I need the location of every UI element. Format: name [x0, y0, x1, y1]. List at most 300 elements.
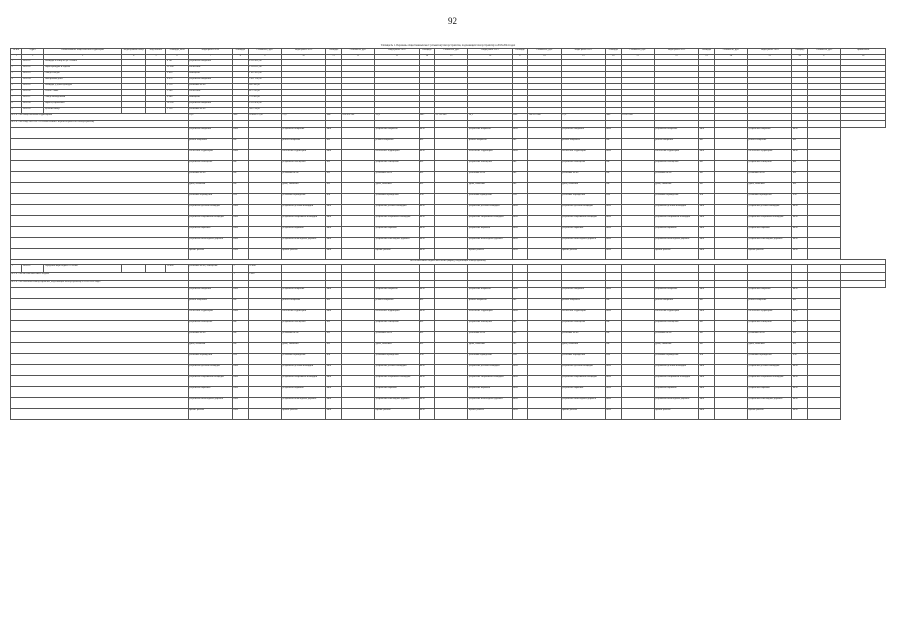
empty-cell — [11, 309, 189, 320]
work-type-name: озеленение территории — [654, 149, 698, 160]
work-type-name: устройство парковок — [654, 386, 698, 397]
section-title: Места массового отдыха населения (парки), подлежащие благоустройству — [11, 259, 886, 264]
work-type-name: устройство парковок — [748, 226, 792, 237]
work-value — [435, 364, 468, 375]
empty-cell — [561, 264, 605, 272]
work-type-name: озеленение территории — [281, 149, 325, 160]
work-value — [807, 364, 840, 375]
column-header: Адрес — [22, 49, 44, 55]
empty-cell — [326, 120, 342, 127]
column-number: 23 — [699, 55, 715, 60]
work-value — [435, 226, 468, 237]
cost-cell: 2 134 567,00 — [248, 65, 281, 71]
column-number: 10 — [281, 55, 325, 60]
object-name: Парк Культуры и отдыха — [44, 65, 122, 71]
work-type: озеленение — [188, 65, 232, 71]
note-label: ИТОГО по ВИДАМ РАБОТ в соответствии с перечнем работ по благоустройству — [11, 120, 189, 127]
work-value — [621, 386, 654, 397]
work-value — [528, 248, 561, 259]
empty-cell — [11, 138, 189, 149]
empty-cell — [807, 120, 840, 127]
work-value — [435, 331, 468, 342]
work-unit: кв.м — [512, 215, 528, 226]
empty-cell — [841, 120, 886, 127]
empty-cell — [841, 280, 886, 287]
work-type-name: устройство покрытия — [281, 127, 325, 138]
work-unit: кв.м — [233, 204, 249, 215]
work-unit: п.м — [792, 193, 808, 204]
column-number: 6 — [166, 55, 188, 60]
total-row — [11, 113, 886, 120]
work-value — [807, 287, 840, 298]
work-type-name: ремонт покрытия — [188, 138, 232, 149]
work-type-name: прочие работы — [561, 408, 605, 419]
work-type-name: озеленение территории — [468, 309, 512, 320]
work-unit: кв.м — [605, 386, 621, 397]
object-code: 18-0109 — [22, 107, 44, 113]
row-number: 4 — [11, 77, 22, 83]
empty-cell — [807, 280, 840, 287]
work-unit: кв.м — [233, 408, 249, 419]
work-type-name: устройство детской площадки — [281, 204, 325, 215]
work-type-name: прочие работы — [375, 408, 419, 419]
subtotal-row — [11, 272, 886, 280]
work-unit: шт. — [605, 320, 621, 331]
total-value: тыс. — [605, 113, 621, 120]
column-header: Виды работ 2020 — [375, 49, 419, 55]
empty-cell — [11, 171, 189, 182]
object-area: 12 500 — [166, 65, 188, 71]
object-name: Набережная реки — [44, 77, 122, 83]
work-type-name: прочие работы — [468, 408, 512, 419]
column-header: Виды работ 2018 — [188, 49, 232, 55]
work-type-name: урны, скамейки — [748, 182, 792, 193]
work-type-name: прочие работы — [188, 408, 232, 419]
row-number: 2 — [11, 65, 22, 71]
work-unit: шт. — [233, 160, 249, 171]
empty-cell — [792, 272, 808, 280]
work-unit: кв.м — [699, 397, 715, 408]
work-type-name: ремонт покрытия — [654, 298, 698, 309]
column-header: Вид объекта — [146, 49, 166, 55]
work-unit: шт. — [419, 320, 435, 331]
work-value — [248, 215, 281, 226]
empty-cell — [605, 272, 621, 280]
object-code: 18-0102 — [22, 65, 44, 71]
work-type-name: устройство парковок — [468, 386, 512, 397]
work-value — [248, 149, 281, 160]
work-value — [807, 408, 840, 419]
work-unit: шт. — [512, 160, 528, 171]
work-unit: кв.м — [792, 287, 808, 298]
work-type-name: устройство освещения — [188, 320, 232, 331]
work-type-block-row — [11, 193, 886, 204]
column-header: Площадь — [605, 49, 621, 55]
work-unit: шт. — [419, 342, 435, 353]
work-value — [341, 127, 374, 138]
column-header: Площадь — [792, 49, 808, 55]
total-value: тыс. — [419, 113, 435, 120]
empty-cell — [621, 272, 654, 280]
work-value — [435, 287, 468, 298]
work-type-name: озеленение территории — [188, 149, 232, 160]
work-unit: шт. — [699, 160, 715, 171]
work-unit: кв.м — [419, 364, 435, 375]
empty-cell — [375, 264, 419, 272]
column-number: 27 — [807, 55, 840, 60]
work-value — [341, 298, 374, 309]
empty-cell — [468, 280, 512, 287]
work-unit: кв.м — [326, 237, 342, 248]
work-unit: шт. — [605, 182, 621, 193]
work-type-name: устройство освещения — [188, 160, 232, 171]
work-type-block-row — [11, 237, 886, 248]
work-value — [714, 149, 747, 160]
work-unit: кв.м — [792, 237, 808, 248]
work-value — [807, 237, 840, 248]
work-type-name: озеленение территории — [748, 309, 792, 320]
work-value — [714, 386, 747, 397]
column-header: № п/п — [11, 49, 22, 55]
empty-cell — [11, 331, 189, 342]
row-number: 1 — [11, 264, 22, 272]
work-value — [341, 182, 374, 193]
work-type-name: устройство спортивной площадки — [748, 375, 792, 386]
object-area: 1 150 — [166, 107, 188, 113]
work-type-name: устройство спортивной площадки — [281, 215, 325, 226]
work-value — [807, 204, 840, 215]
empty-cell — [621, 280, 654, 287]
work-value — [248, 138, 281, 149]
work-value — [248, 287, 281, 298]
work-unit: кв.м — [699, 309, 715, 320]
work-value — [435, 320, 468, 331]
empty-cell — [375, 120, 419, 127]
work-value — [621, 309, 654, 320]
work-value — [341, 287, 374, 298]
work-unit: кв.м — [699, 287, 715, 298]
work-value — [714, 397, 747, 408]
empty-cell — [11, 237, 189, 248]
total-value: 24,6 — [188, 113, 232, 120]
empty-cell — [11, 204, 189, 215]
work-value — [621, 364, 654, 375]
work-unit: шт. — [326, 342, 342, 353]
work-unit: кв.м — [605, 248, 621, 259]
work-type-name: озеленение территории — [281, 309, 325, 320]
work-unit: кв.м — [512, 364, 528, 375]
work-unit: п.м — [792, 353, 808, 364]
work-unit: кв.м — [419, 204, 435, 215]
work-unit: шт. — [326, 182, 342, 193]
work-type-name: установка МАФ — [561, 171, 605, 182]
work-type-name: установка ограждений — [654, 193, 698, 204]
work-unit: шт. — [512, 182, 528, 193]
work-unit: шт. — [419, 298, 435, 309]
work-unit: кв.м — [512, 248, 528, 259]
work-value — [248, 193, 281, 204]
empty-cell — [528, 280, 561, 287]
work-type-name: устройство пешеходных дорожек — [188, 237, 232, 248]
work-value — [341, 248, 374, 259]
empty-cell — [326, 264, 342, 272]
total-value: 24,5 — [468, 113, 512, 120]
work-unit: шт. — [326, 138, 342, 149]
work-value — [621, 160, 654, 171]
work-value — [248, 160, 281, 171]
object-code: 18-0104 — [22, 77, 44, 83]
work-type-name: установка МАФ — [468, 331, 512, 342]
work-type-name: озеленение территории — [188, 309, 232, 320]
empty-cell — [188, 120, 232, 127]
empty-cell — [605, 120, 621, 127]
work-unit: кв.м — [605, 397, 621, 408]
work-type-block-row — [11, 160, 886, 171]
work-value — [341, 226, 374, 237]
work-value — [528, 127, 561, 138]
work-unit: кв.м — [233, 386, 249, 397]
cost-cell: 389 214,00 — [248, 107, 281, 113]
work-unit: шт. — [419, 138, 435, 149]
object-area: 2 980 — [166, 95, 188, 101]
work-unit: п.м — [326, 193, 342, 204]
work-unit: п.м — [419, 193, 435, 204]
work-value — [435, 408, 468, 419]
work-type-name: устройство покрытия — [375, 127, 419, 138]
column-header: Площадь — [419, 49, 435, 55]
work-unit: кв.м — [233, 287, 249, 298]
work-value — [248, 364, 281, 375]
work-unit: шт. — [512, 320, 528, 331]
work-unit: кв.м — [233, 364, 249, 375]
work-type-name: устройство пешеходных дорожек — [468, 397, 512, 408]
cost-cell: 32 400 — [248, 264, 281, 272]
work-unit: кв.м — [419, 215, 435, 226]
work-type-name: урны, скамейки — [561, 342, 605, 353]
work-type-name: устройство детской площадки — [375, 204, 419, 215]
empty-cell — [435, 120, 468, 127]
empty-cell — [419, 264, 435, 272]
work-unit: шт. — [792, 342, 808, 353]
work-type-name: установка МАФ — [468, 171, 512, 182]
column-number: 8 — [233, 55, 249, 60]
work-type-block-2-row — [11, 320, 886, 331]
work-type-name: ремонт покрытия — [468, 298, 512, 309]
work-value — [341, 342, 374, 353]
total-value: 22,8 — [375, 113, 419, 120]
total-value: 268 459 900 — [341, 113, 374, 120]
work-type-name: прочие работы — [468, 248, 512, 259]
work-type-name: устройство спортивной площадки — [748, 215, 792, 226]
work-value — [248, 375, 281, 386]
work-value — [528, 298, 561, 309]
column-header: Виды работ 2024 — [748, 49, 792, 55]
work-value — [435, 215, 468, 226]
empty-cell — [419, 120, 435, 127]
empty-cell — [654, 120, 698, 127]
work-unit: кв.м — [326, 309, 342, 320]
work-value — [714, 287, 747, 298]
work-unit: кв.м — [699, 226, 715, 237]
work-unit: кв.м — [419, 386, 435, 397]
work-value — [528, 215, 561, 226]
work-value — [528, 320, 561, 331]
work-unit: кв.м — [605, 215, 621, 226]
work-type-name: установка ограждений — [281, 353, 325, 364]
empty-cell — [748, 272, 792, 280]
empty-cell — [11, 397, 189, 408]
work-value — [807, 353, 840, 364]
empty-cell — [528, 264, 561, 272]
work-unit: кв.м — [605, 408, 621, 419]
column-number: 7 — [188, 55, 232, 60]
work-unit: кв.м — [419, 309, 435, 320]
work-value — [435, 193, 468, 204]
work-unit: шт. — [512, 331, 528, 342]
work-type-block-2-row — [11, 386, 886, 397]
work-type-name: урны, скамейки — [468, 342, 512, 353]
total-value: 104 229 000 — [528, 113, 561, 120]
work-type-name: устройство детской площадки — [748, 204, 792, 215]
total-value: 25 705 000 — [435, 113, 468, 120]
work-unit: п.м — [512, 193, 528, 204]
work-unit: кв.м — [419, 397, 435, 408]
empty-cell — [468, 272, 512, 280]
work-unit: шт. — [699, 182, 715, 193]
table-row — [11, 264, 886, 272]
work-unit: кв.м — [233, 226, 249, 237]
work-type-name: устройство парковок — [281, 386, 325, 397]
column-number: 25 — [748, 55, 792, 60]
work-type-name: устройство спортивной площадки — [188, 215, 232, 226]
work-unit: кв.м — [512, 149, 528, 160]
work-type-name: прочие работы — [748, 408, 792, 419]
work-value — [341, 309, 374, 320]
work-unit: шт. — [699, 320, 715, 331]
work-unit: шт. — [605, 331, 621, 342]
work-type-name: установка МАФ — [561, 331, 605, 342]
work-value — [528, 193, 561, 204]
work-type-block-2-row — [11, 309, 886, 320]
work-value — [807, 248, 840, 259]
work-type-name: установка ограждений — [748, 353, 792, 364]
work-unit: кв.м — [512, 237, 528, 248]
cost-cell: 731 905,00 — [248, 95, 281, 101]
work-type-name: урны, скамейки — [188, 342, 232, 353]
work-type-block-row — [11, 149, 886, 160]
work-unit: кв.м — [233, 248, 249, 259]
empty-cell — [714, 120, 747, 127]
empty-cell — [841, 113, 886, 120]
column-number: 15 — [435, 55, 468, 60]
work-unit: кв.м — [605, 204, 621, 215]
work-type-name: установка МАФ — [748, 331, 792, 342]
work-value — [341, 353, 374, 364]
work-type-name: озеленение территории — [561, 309, 605, 320]
work-type-block-2-row — [11, 287, 886, 298]
work-value — [435, 309, 468, 320]
empty-cell — [281, 272, 325, 280]
work-type-name: устройство спортивной площадки — [188, 375, 232, 386]
work-type-name: устройство освещения — [748, 320, 792, 331]
work-unit: кв.м — [419, 408, 435, 419]
total-value: тыс. — [512, 113, 528, 120]
work-type-name: ремонт покрытия — [561, 298, 605, 309]
empty-cell — [792, 113, 808, 120]
empty-cell — [714, 113, 747, 120]
work-type-name: устройство освещения — [654, 320, 698, 331]
work-unit: кв.м — [512, 226, 528, 237]
work-unit: кв.м — [326, 397, 342, 408]
work-type-name: устройство детской площадки — [654, 364, 698, 375]
column-number: 1 — [11, 55, 22, 60]
empty-cell — [792, 280, 808, 287]
object-area: 14 200 — [166, 101, 188, 107]
column-header: Стоимость, руб. — [621, 49, 654, 55]
work-type-name: устройство пешеходных дорожек — [654, 237, 698, 248]
work-type-name: устройство освещения — [375, 160, 419, 171]
column-header: Стоимость, руб. — [248, 49, 281, 55]
work-unit: шт. — [512, 138, 528, 149]
work-type-block-2-row — [11, 353, 886, 364]
work-value — [621, 127, 654, 138]
work-unit: шт. — [792, 138, 808, 149]
work-type-name: устройство парковок — [561, 226, 605, 237]
work-value — [621, 215, 654, 226]
empty-cell — [714, 280, 747, 287]
work-unit: кв.м — [326, 215, 342, 226]
row-number: 1 — [11, 59, 22, 65]
total-label: ИТОГО по местам массового отдыха — [11, 272, 189, 280]
work-unit: п.м — [419, 353, 435, 364]
work-type: установка МАФ, освещение — [188, 264, 232, 272]
empty-cell — [281, 120, 325, 127]
work-type-name: установка ограждений — [281, 193, 325, 204]
work-unit: кв.м — [792, 204, 808, 215]
total-value: тыс. — [326, 113, 342, 120]
column-number: 19 — [561, 55, 605, 60]
work-value — [528, 375, 561, 386]
work-unit: кв.м — [792, 375, 808, 386]
column-header: Площадь — [233, 49, 249, 55]
work-value — [807, 182, 840, 193]
object-type-cell — [146, 264, 166, 272]
work-value — [248, 204, 281, 215]
column-header: Стоимость, руб. — [341, 49, 374, 55]
work-unit: кв.м — [792, 127, 808, 138]
work-unit: кв.м — [792, 364, 808, 375]
cost-cell: 5 631 200,00 — [248, 77, 281, 83]
work-unit: кв.м — [699, 375, 715, 386]
empty-cell — [11, 298, 189, 309]
work-unit: кв.м — [326, 248, 342, 259]
work-type-name: устройство покрытия — [281, 287, 325, 298]
empty-cell — [699, 113, 715, 120]
work-value — [248, 226, 281, 237]
work-value — [528, 353, 561, 364]
work-unit: шт. — [605, 160, 621, 171]
work-unit: шт. — [233, 298, 249, 309]
work-type-name: устройство пешеходных дорожек — [748, 237, 792, 248]
work-type-name: ремонт покрытия — [561, 138, 605, 149]
work-unit: шт. — [512, 342, 528, 353]
empty-cell — [807, 272, 840, 280]
work-value — [621, 342, 654, 353]
work-unit: кв.м — [699, 237, 715, 248]
work-value — [714, 237, 747, 248]
work-value — [528, 397, 561, 408]
work-unit: шт. — [792, 331, 808, 342]
